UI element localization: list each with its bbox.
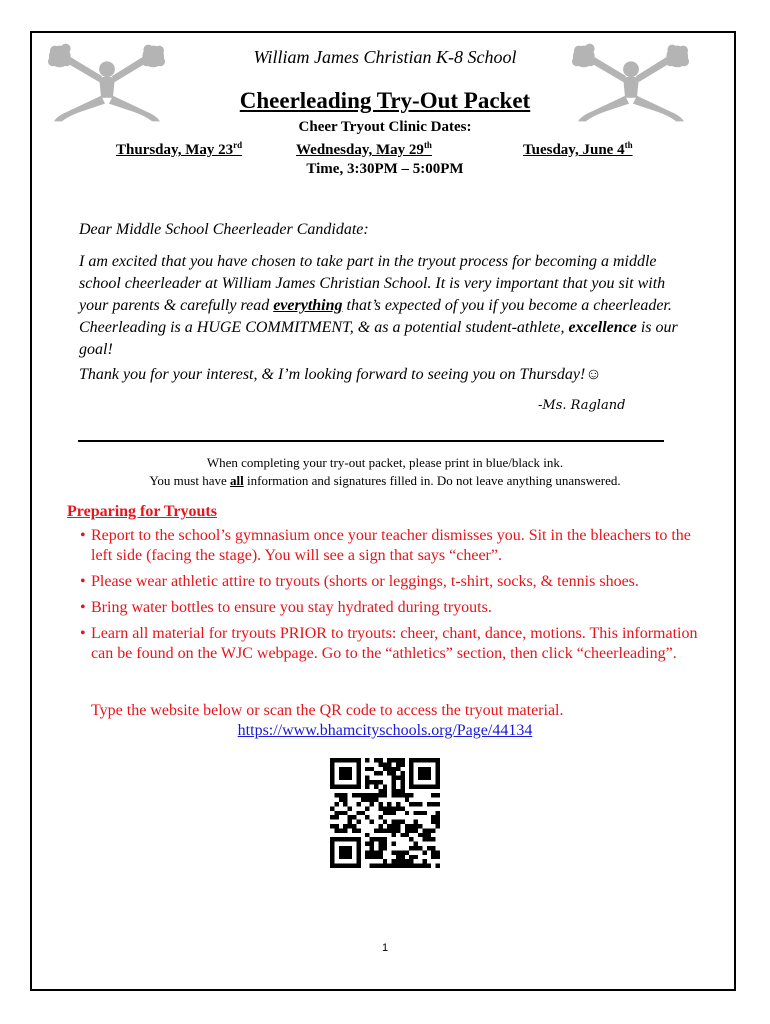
signature: -Ms. Ragland [538, 398, 626, 413]
qr-instruction: Type the website below or scan the QR code to access the tryout material. [91, 702, 564, 719]
instruction-line-1: When completing your try-out packet, please print in blue/black ink. [206, 455, 564, 470]
school-name: William James Christian K-8 School [253, 47, 517, 67]
page-title: Cheerleading Try-Out Packet [239, 88, 531, 113]
letter-thanks: Thank you for your interest, & I’m looking forward to seeing you on Thursday!☺ [79, 366, 602, 383]
clinic-date-1: Thursday, May 23rd [116, 140, 243, 158]
letter-body: I am excited that you have chosen to take part in the tryout process for becoming a middle school cheerleader at William James Christian School. It is very important that you sit with your parents & carefully read everything that’s expected of you if you become a cheerleader. Cheerleading is a HUGE COMMITMENT, & as a potential student-athlete, excellence is our goal! [79, 253, 678, 358]
clinic-date-2: Wednesday, May 29th [296, 140, 432, 158]
clinic-date-3: Tuesday, June 4th [523, 140, 633, 158]
emphasis-everything: everything [273, 297, 343, 314]
list-item: • Please wear athletic attire to tryouts (shorts or leggings, t-shirt, socks, & tennis shoes. [80, 572, 700, 592]
preparing-heading: Preparing for Tryouts [67, 503, 217, 520]
list-item: • Report to the school’s gymnasium once your teacher dismisses you. Sit in the bleachers to the left side (facing the stage). You will see a sign that says “cheer”. [80, 526, 700, 566]
list-item: • Bring water bottles to ensure you stay hydrated during tryouts. [80, 598, 700, 618]
list-item: • Learn all material for tryouts PRIOR to tryouts: cheer, chant, dance, motions. This information can be found on the WJC webpage. Go to the “athletics” section, then click “cheerleading”. [80, 624, 700, 664]
tryout-material-link[interactable]: https://www.bhamcityschools.org/Page/44134 [237, 722, 533, 739]
qr-code-icon[interactable] [330, 758, 440, 868]
letter-greeting: Dear Middle School Cheerleader Candidate: [79, 221, 369, 238]
instruction-line-2: You must have all information and signatures filled in. Do not leave anything unanswered. [149, 473, 621, 488]
clinic-dates-heading: Cheer Tryout Clinic Dates: [298, 119, 472, 135]
emphasis-excellence: excellence [568, 319, 637, 336]
page-number: 1 [381, 942, 389, 954]
clinic-time: Time, 3:30PM – 5:00PM [306, 161, 464, 177]
divider [78, 440, 664, 442]
preparing-list [80, 526, 700, 670]
